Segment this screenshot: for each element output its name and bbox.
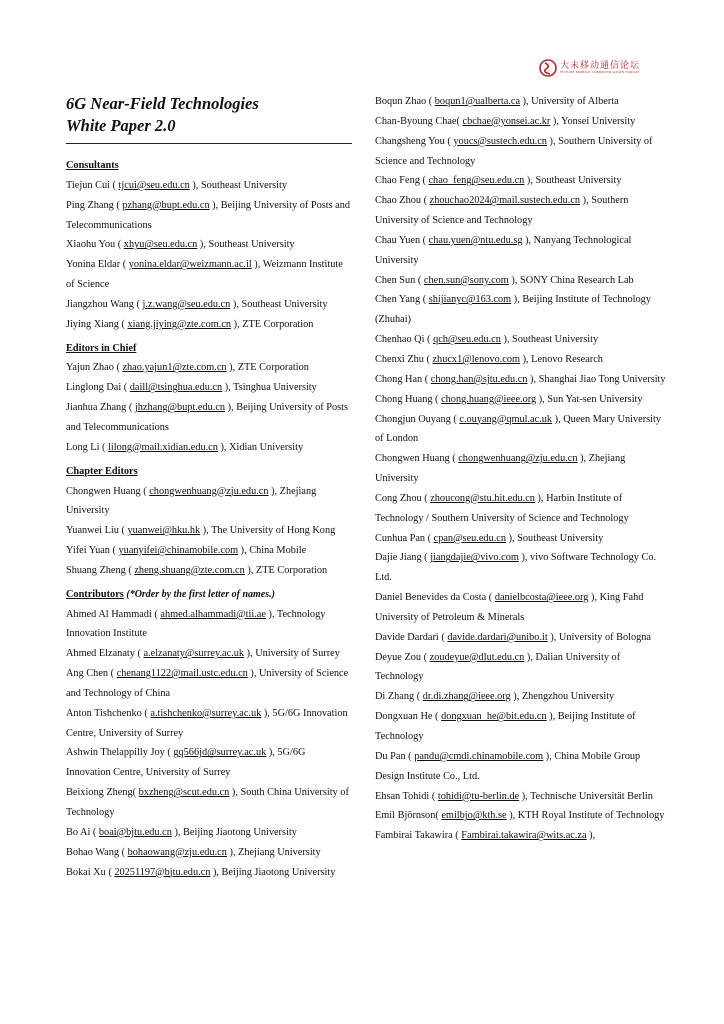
logo-chinese-text: 大未移动通信论坛 — [560, 60, 641, 71]
person-entry — [375, 271, 667, 291]
person-entry — [66, 863, 352, 883]
person-email-link[interactable]: shijianyc@163.com — [428, 294, 512, 306]
person-entry — [375, 231, 667, 271]
page-title — [66, 92, 352, 137]
person-name: Dongxuan He ( — [375, 711, 442, 723]
person-email-link[interactable]: ahmed.alhammadi@tii.ae — [160, 608, 266, 620]
person-name: Changsheng You ( — [375, 135, 454, 147]
person-name: Ahmed Elzanaty ( — [66, 648, 144, 660]
person-name: Jiying Xiang ( — [66, 318, 128, 330]
person-name: Ahmed Al Hammadi ( — [66, 608, 161, 620]
section-heading-editors-in-chief: Editors in Chief — [66, 342, 137, 354]
person-email-link[interactable]: chongwenhuang@zju.edu.cn — [149, 485, 269, 497]
person-email-link[interactable]: zheng.shuang@zte.com.cn — [134, 564, 245, 576]
person-name: Ping Zhang ( — [66, 199, 123, 211]
section-heading-contributors: Contributors — [66, 588, 124, 600]
person-email-link[interactable]: chong.han@sjtu.edu.cn — [430, 373, 528, 385]
title-divider — [66, 143, 352, 144]
title-line-2: White Paper 2.0 — [66, 116, 176, 135]
person-email-link[interactable]: jhzhang@bupt.edu.cn — [134, 402, 226, 414]
person-entry — [66, 378, 352, 398]
person-email-link[interactable]: boai@bjtu.edu.cn — [98, 826, 172, 838]
person-email-link[interactable]: cbchae@yonsei.ac.kr — [462, 115, 551, 127]
person-entry — [66, 823, 352, 843]
person-email-link[interactable]: youcs@sustech.edu.cn — [453, 135, 547, 147]
person-name: Deyue Zou ( — [375, 651, 430, 663]
person-entry — [375, 548, 667, 588]
person-email-link[interactable]: zoudeyue@dlut.edu.cn — [429, 651, 525, 663]
person-name: Chongwen Huang ( — [375, 453, 459, 465]
person-entry — [375, 529, 667, 549]
person-name: Beixiong Zheng( — [66, 787, 139, 799]
person-email-link[interactable]: a.tishchenko@surrey.ac.uk — [150, 707, 262, 719]
person-email-link[interactable]: dr.di.zhang@ieee.org — [422, 691, 511, 703]
chapter-editors-list — [66, 482, 352, 581]
person-affiliation: ), Beijing Jiaotong University — [210, 866, 336, 878]
person-affiliation: ), Lenovo Research — [520, 353, 603, 365]
person-affiliation: ), 5G/6G Innovation Centre, University of Surrey — [66, 707, 348, 739]
person-entry — [375, 171, 667, 191]
person-name: Bokai Xu ( — [66, 866, 115, 878]
contributors-right-list — [375, 92, 667, 846]
person-affiliation: ), Zhejiang University — [226, 846, 321, 858]
person-email-link[interactable]: zhucx1@lenovo.com — [432, 353, 521, 365]
person-email-link[interactable]: bohaowang@zju.edu.cn — [127, 846, 227, 858]
person-email-link[interactable]: 20251197@bjtu.edu.cn — [114, 866, 211, 878]
person-name: Yajun Zhao ( — [66, 362, 123, 374]
person-name: Chenhao Qi ( — [375, 334, 434, 346]
person-affiliation: ), China Mobile Group Design Institute Co., Ltd. — [375, 750, 641, 782]
person-email-link[interactable]: chong.huang@ieee.org — [441, 393, 537, 405]
person-name: Chen Sun ( — [375, 274, 424, 286]
person-name: Anton Tishchenko ( — [66, 707, 151, 719]
section-heading-consultants: Consultants — [66, 160, 119, 171]
person-affiliation: ), Xidian University — [217, 441, 304, 453]
person-entry — [66, 255, 352, 295]
person-affiliation: ), Southeast University — [506, 532, 604, 544]
person-entry — [66, 235, 352, 255]
person-email-link[interactable]: chau.yuen@ntu.edu.sg — [428, 234, 523, 246]
forum-logo — [539, 59, 640, 77]
person-affiliation: ), Weizmann Institute of Science — [66, 259, 343, 291]
logo-english-text: FUTURE MOBILE COMMUNICATION FORUM — [560, 70, 639, 75]
person-entry — [66, 482, 352, 522]
person-entry — [375, 489, 667, 529]
person-email-link[interactable]: davide.dardari@unibo.it — [447, 631, 548, 643]
person-email-link[interactable]: gq566jd@surrey.ac.uk — [173, 747, 267, 759]
person-name: Chong Han ( — [375, 373, 431, 385]
person-affiliation: ), SONY China Research Lab — [508, 274, 634, 286]
person-name: Davide Dardari ( — [375, 631, 448, 643]
person-affiliation: ), Tsinghua University — [222, 382, 317, 394]
person-entry — [66, 743, 352, 783]
person-affiliation: ), Harbin Institute of Technology / Southern University of Science and Technology — [375, 492, 629, 524]
person-entry — [375, 92, 667, 112]
right-column — [375, 92, 667, 846]
person-email-link[interactable]: pzhang@bupt.edu.cn — [122, 199, 210, 211]
person-affiliation: ), Beijing Institute of Technology — [375, 711, 636, 742]
person-name: Ehsan Tohidi ( — [375, 790, 438, 802]
person-affiliation: ), Beijing Jiaotong University — [171, 826, 297, 838]
person-name: Dajie Jiang ( — [375, 552, 431, 564]
person-affiliation: ), The University of Hong Kong — [200, 525, 336, 537]
person-name: Fambirai Takawira ( — [375, 830, 462, 842]
person-name: Bohao Wang ( — [66, 846, 128, 858]
person-affiliation: ), Beijing Institute of Technology (Zhuhai) — [375, 294, 651, 326]
person-affiliation: ), South China University of Technology — [66, 787, 349, 818]
person-affiliation: ), Zhejiang University — [66, 485, 317, 517]
person-email-link[interactable]: tjcui@seu.edu.cn — [118, 179, 190, 191]
person-name: Jiangzhou Wang ( — [66, 298, 143, 310]
person-affiliation: ), Zhejiang University — [375, 453, 626, 485]
person-email-link[interactable]: Fambirai.takawira@wits.ac.za — [461, 830, 587, 842]
person-entry — [375, 826, 667, 846]
person-affiliation: ), Technische Universität Berlin — [519, 790, 653, 802]
person-email-link[interactable]: bxzheng@scut.edu.cn — [138, 787, 230, 799]
person-name: Emil Björnson( — [375, 810, 442, 822]
person-email-link[interactable]: chongwenhuang@zju.edu.cn — [458, 453, 578, 465]
person-email-link[interactable]: c.ouyang@qmul.ac.uk — [459, 413, 553, 425]
person-entry — [375, 806, 667, 826]
person-name: Du Pan ( — [375, 750, 415, 762]
left-column — [66, 92, 352, 882]
person-entry — [375, 687, 667, 707]
person-affiliation: ), Zhengzhou University — [510, 691, 615, 703]
person-affiliation: ), Beijing University of Posts and Telecommunications — [66, 402, 349, 433]
person-name: Boqun Zhao ( — [375, 96, 435, 107]
person-entry — [375, 707, 667, 747]
person-affiliation: ), Southeast University — [524, 175, 622, 187]
person-affiliation: ), Southeast University — [189, 179, 288, 191]
person-affiliation: ), ZTE Corporation — [231, 318, 314, 330]
person-affiliation: ), University of Science and Technology of China — [66, 668, 349, 699]
person-email-link[interactable]: danielbcosta@ieee.org — [494, 592, 589, 604]
person-entry — [375, 290, 667, 330]
person-name: Chong Huang ( — [375, 393, 442, 405]
person-affiliation: ), — [586, 830, 596, 842]
consultants-list — [66, 176, 352, 335]
person-email-link[interactable]: a.elzanaty@surrey.ac.uk — [143, 648, 245, 660]
person-entry — [66, 644, 352, 664]
person-name: Chongwen Huang ( — [66, 485, 150, 497]
person-entry — [66, 521, 352, 541]
person-affiliation: ), Technology Innovation Institute — [66, 608, 326, 640]
person-entry — [66, 438, 352, 458]
person-entry — [66, 315, 352, 335]
person-email-link[interactable]: pandu@cmdi.chinamobile.com — [414, 750, 544, 762]
person-name: Chen Yang ( — [375, 294, 429, 306]
person-entry — [66, 398, 352, 438]
person-name: Bo Ai ( — [66, 826, 99, 838]
person-entry — [66, 605, 352, 645]
forum-logo-icon — [539, 59, 557, 77]
person-entry — [375, 747, 667, 787]
person-entry — [66, 358, 352, 378]
person-name: Linglong Dai ( — [66, 382, 130, 394]
contributors-left-list — [66, 605, 352, 883]
person-affiliation: ), China Mobile — [238, 545, 307, 557]
section-heading-chapter-editors: Chapter Editors — [66, 465, 138, 477]
contributors-heading-line — [66, 585, 352, 605]
person-email-link[interactable]: yuanyifei@chinamobile.com — [118, 545, 239, 557]
person-name: Shuang Zheng ( — [66, 564, 135, 576]
person-email-link[interactable]: xiang.jiying@zte.com.cn — [127, 318, 232, 330]
person-entry — [375, 191, 667, 231]
person-affiliation: ), KTH Royal Institute of Technology — [506, 810, 665, 822]
person-name: Ashwin Thelappilly Joy ( — [66, 747, 174, 759]
person-entry — [375, 390, 667, 410]
person-name: Tiejun Cui ( — [66, 179, 119, 191]
person-name: Di Zhang ( — [375, 691, 423, 703]
title-line-1: 6G Near-Field Technologies — [66, 94, 259, 113]
person-email-link[interactable]: zhouchao2024@mail.sustech.edu.cn — [429, 195, 581, 207]
person-name: Chan-Byoung Chae( — [375, 115, 463, 127]
person-affiliation: ), Beijing University of Posts and Telecommunications — [66, 199, 351, 231]
person-email-link[interactable]: yuanwei@hku.hk — [127, 525, 201, 537]
person-entry — [66, 541, 352, 561]
person-affiliation: ), ZTE Corporation — [244, 564, 328, 576]
person-name: Yonina Eldar ( — [66, 259, 129, 271]
person-entry — [375, 787, 667, 807]
person-name: Jianhua Zhang ( — [66, 402, 135, 414]
person-affiliation: ), ZTE Corporation — [226, 362, 309, 374]
person-name: Yuanwei Liu ( — [66, 525, 128, 537]
person-name: Daniel Benevides da Costa ( — [375, 592, 495, 604]
person-name: Yifei Yuan ( — [66, 545, 119, 557]
person-name: Chongjun Ouyang ( — [375, 413, 460, 425]
person-affiliation: ), Southeast University — [230, 298, 328, 310]
person-entry — [66, 295, 352, 315]
person-email-link[interactable]: zhao.yajun1@zte.com.cn — [122, 362, 227, 374]
person-affiliation: ), Nanyang Technological University — [375, 234, 632, 266]
person-affiliation: ), University of Surrey — [244, 648, 340, 660]
person-affiliation: ), vivo Software Technology Co. Ltd. — [375, 552, 657, 584]
person-entry — [66, 783, 352, 823]
person-name: Chao Zhou ( — [375, 195, 430, 207]
contributors-order-note: (*Order by the first letter of names.) — [126, 588, 275, 600]
person-email-link[interactable]: cpan@seu.edu.cn — [433, 532, 507, 544]
person-entry — [66, 843, 352, 863]
person-name: Long Li ( — [66, 441, 109, 453]
person-name: Chao Feng ( — [375, 175, 429, 187]
person-affiliation: ), Sun Yat-sen University — [536, 393, 643, 405]
person-entry — [375, 350, 667, 370]
person-name: Ang Chen ( — [66, 668, 117, 680]
person-email-link[interactable]: emilbjo@kth.se — [441, 810, 507, 822]
person-email-link[interactable]: zhoucong@stu.hit.edu.cn — [430, 492, 535, 504]
person-email-link[interactable]: daill@tsinghua.edu.cn — [129, 382, 223, 394]
person-affiliation: ), University of Alberta — [520, 96, 619, 107]
person-email-link[interactable]: chenang1122@mail.ustc.edu.cn — [116, 668, 248, 680]
person-entry — [375, 330, 667, 350]
person-affiliation: ), University of Bologna — [547, 631, 652, 643]
person-email-link[interactable]: xhyu@seu.edu.cn — [123, 239, 198, 251]
person-email-link[interactable]: qch@seu.edu.cn — [433, 334, 501, 346]
person-name: Chau Yuen ( — [375, 234, 429, 246]
person-email-link[interactable]: chen.sun@sony.com — [423, 274, 509, 286]
person-affiliation: ), Shanghai Jiao Tong University — [527, 373, 666, 385]
person-entry — [375, 628, 667, 648]
person-name: Cong Zhou ( — [375, 492, 431, 504]
person-affiliation: ), Yonsei University — [550, 115, 636, 127]
person-email-link[interactable]: tohidi@tu-berlin.de — [437, 790, 520, 802]
person-email-link[interactable]: jiangdajie@vivo.com — [430, 552, 519, 564]
person-entry — [66, 664, 352, 704]
person-name: Cunhua Pan ( — [375, 532, 434, 544]
person-entry — [375, 112, 667, 132]
person-entry — [66, 561, 352, 581]
person-entry — [375, 132, 667, 172]
person-entry — [375, 588, 667, 628]
person-email-link[interactable]: dongxuan_he@bit.edu.cn — [441, 711, 547, 723]
person-name: Chenxi Zhu ( — [375, 353, 433, 365]
editors-in-chief-list — [66, 358, 352, 457]
person-email-link[interactable]: lilong@mail.xidian.edu.cn — [108, 441, 218, 453]
person-entry — [375, 449, 667, 489]
person-affiliation: ), Southeast University — [197, 239, 295, 251]
person-affiliation: ), Southeast University — [500, 334, 599, 346]
person-email-link[interactable]: chao_feng@seu.edu.cn — [428, 175, 525, 187]
person-affiliation: ), 5G/6G Innovation Centre, University of Surrey — [66, 747, 306, 779]
person-affiliation: ), King Fahd University of Petroleum & Minerals — [375, 592, 644, 623]
person-affiliation: ), Southern University of Science and Technology — [375, 135, 653, 167]
person-entry — [375, 648, 667, 688]
person-entry — [66, 704, 352, 744]
person-entry — [375, 370, 667, 390]
person-email-link[interactable]: j.z.wang@seu.edu.cn — [142, 298, 231, 310]
person-affiliation: ), Southern University of Science and Technology — [375, 195, 629, 227]
person-email-link[interactable]: yonina.eldar@weizmann.ac.il — [128, 259, 252, 271]
person-entry — [66, 176, 352, 196]
person-affiliation: ), Dalian University of Technology — [375, 651, 621, 683]
person-name: Xiaohu You ( — [66, 239, 124, 251]
person-entry — [375, 410, 667, 450]
person-affiliation: ), Queen Mary University of London — [375, 413, 662, 445]
person-entry — [66, 196, 352, 236]
person-email-link[interactable]: boqun1@ualberta.ca — [434, 96, 521, 107]
